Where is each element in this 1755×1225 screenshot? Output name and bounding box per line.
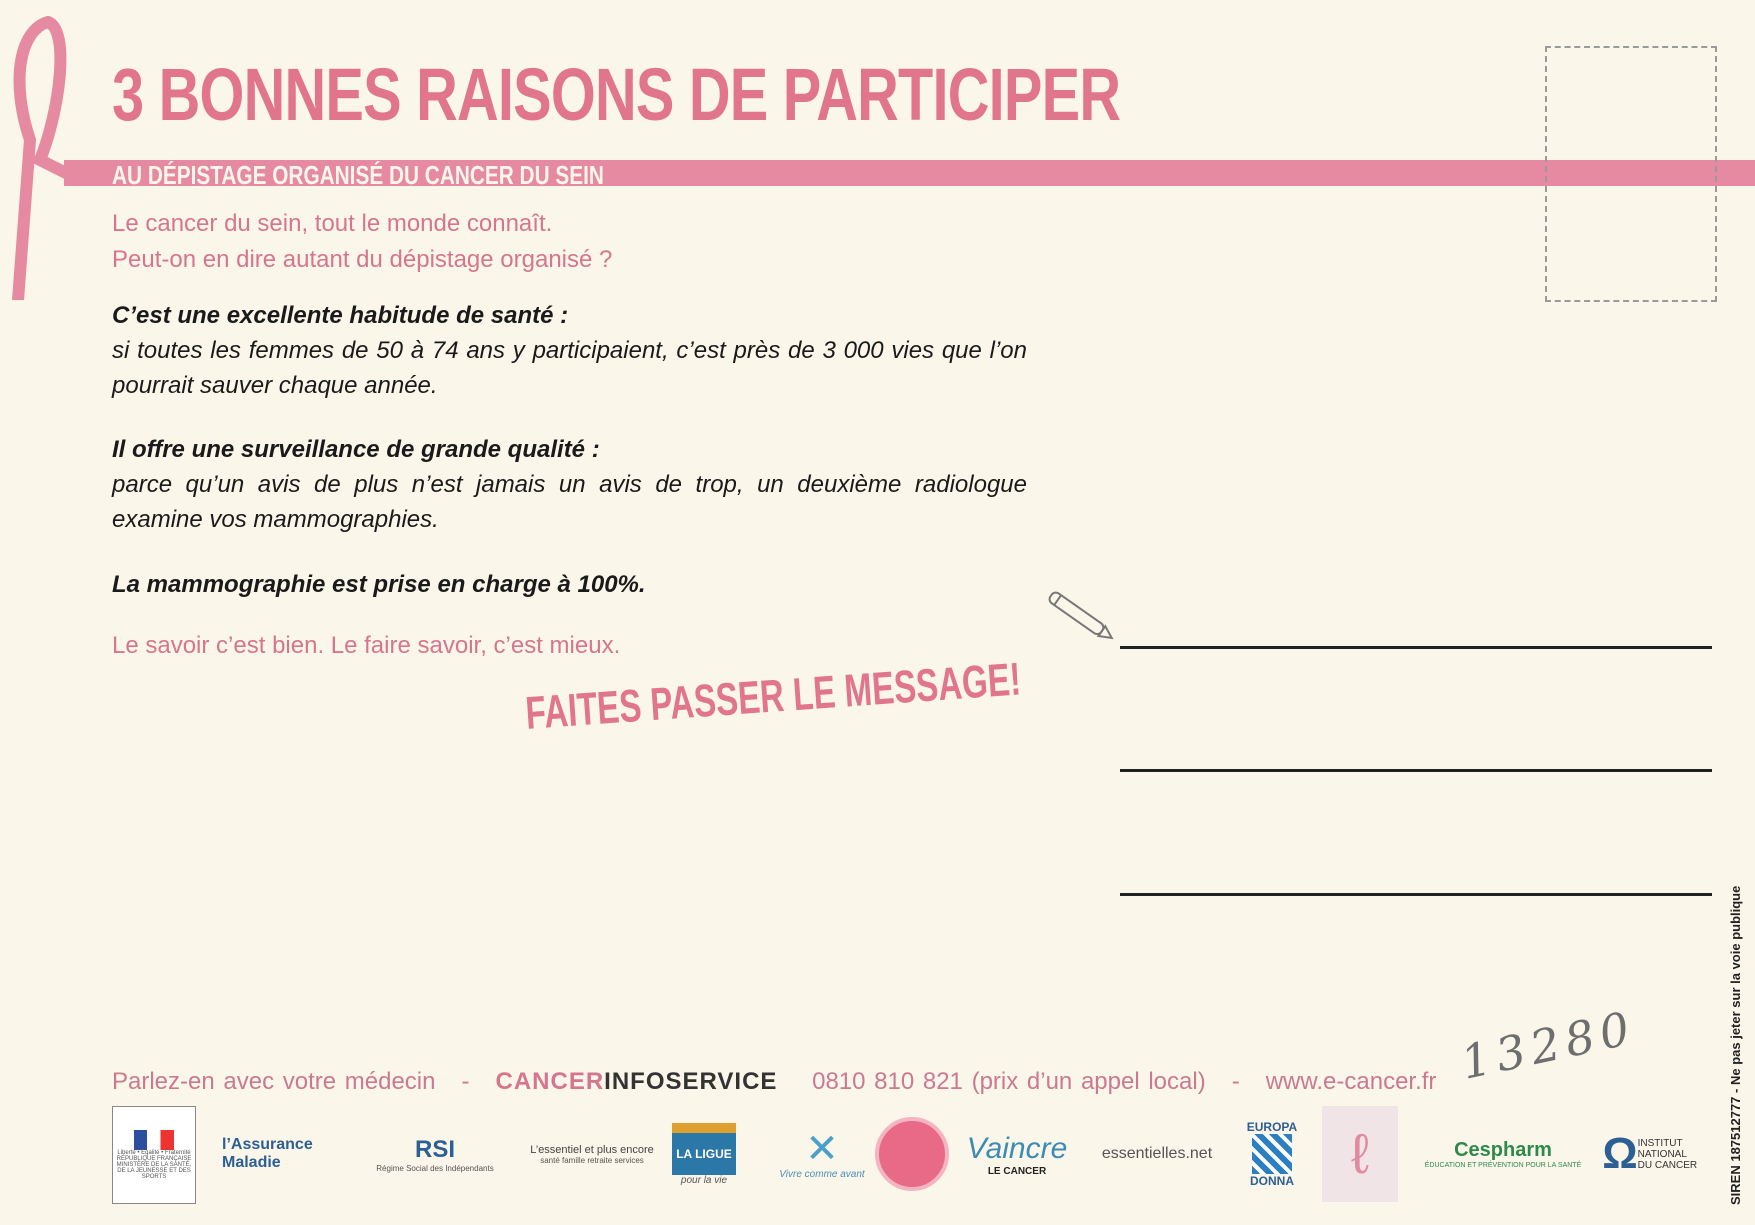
logo-name: essentielles.net — [1101, 1145, 1213, 1162]
logo-sub: LE CANCER — [987, 1165, 1047, 1177]
logo-name: LA LIGUE — [672, 1123, 736, 1175]
pink-ribbon-graphic — [0, 0, 120, 300]
footer-contact — [112, 1068, 1436, 1096]
logo-name: RSI — [414, 1135, 455, 1163]
siren-note: SIREN 187512777 - Ne pas jeter sur la voie publique — [1728, 885, 1743, 1205]
reason-2 — [112, 432, 1027, 537]
logo-sub: santé famille retraite services — [540, 1155, 644, 1165]
intro-line-1: Le cancer du sein, tout le monde connaît. — [112, 210, 553, 237]
phone-text: 0810 810 821 (prix d’un appel local) — [812, 1068, 1206, 1095]
address-line — [1120, 893, 1712, 896]
rsi-logo — [370, 1106, 500, 1202]
institut-national-du-cancer-logo — [1588, 1106, 1712, 1202]
inca-arc-icon: Ω — [1602, 1129, 1638, 1178]
intro-line-2: Peut-on en dire autant du dépistage organisé ? — [112, 246, 613, 273]
intro-text — [112, 206, 612, 278]
separator: - — [1231, 1068, 1240, 1095]
republique-francaise-logo — [112, 1106, 196, 1204]
address-line — [1120, 769, 1712, 772]
page-subtitle: AU DÉPISTAGE ORGANISÉ DU CANCER DU SEIN — [112, 160, 604, 190]
logo-name: INSTITUT NATIONAL DU CANCER — [1637, 1137, 1698, 1171]
assurance-maladie-logo — [222, 1106, 342, 1202]
ribbon-icon: ℓ — [1350, 1122, 1370, 1185]
address-line — [1120, 646, 1712, 649]
ministry-name: MINISTÈRE DE LA SANTÉ, DE LA JEUNESSE ET DES SPORTS — [116, 1162, 192, 1180]
page-title: 3 BONNES RAISONS DE PARTICIPER — [112, 53, 1121, 136]
stamp-box — [1545, 46, 1717, 302]
logo-name: Vivre comme avant — [779, 1168, 865, 1180]
reason-heading: La mammographie est prise en charge à 100%. — [112, 571, 646, 598]
x-ribbon-icon: ✕ — [805, 1126, 839, 1171]
reason-heading: C’est une excellente habitude de santé : — [112, 302, 569, 329]
essentielles-logo — [1092, 1106, 1222, 1202]
logo-name: Vaincre — [966, 1131, 1068, 1165]
figures-icon — [1252, 1134, 1292, 1174]
reason-heading: Il offre une surveillance de grande qualité : — [112, 436, 600, 463]
logo-sub: DONNA — [1250, 1174, 1294, 1188]
reason-1 — [112, 298, 1027, 403]
closing-text: Le savoir c’est bien. Le faire savoir, c’est mieux. — [112, 632, 621, 659]
service-part2: INFOSERVICE — [604, 1068, 778, 1095]
logo-name: Liberté • Égalité • Fraternité — [117, 1150, 191, 1156]
msa-logo — [522, 1106, 662, 1202]
logo-sub: RÉPUBLIQUE FRANÇAISE — [116, 1156, 192, 1162]
vaincre-logo — [962, 1106, 1072, 1202]
reason-3 — [112, 567, 1027, 602]
flag-icon — [134, 1130, 174, 1150]
website-link[interactable]: www.e-cancer.fr — [1265, 1068, 1437, 1095]
reason-body: si toutes les femmes de 50 à 74 ans y participaient, c’est près de 3 000 vies que l’on pourrait sauver chaque année. — [112, 337, 1027, 399]
logo-name: l’Assurance Maladie — [222, 1136, 313, 1171]
service-part1: CANCER — [495, 1068, 605, 1095]
pink-ribbon-association-logo — [1322, 1106, 1398, 1202]
logo-sub: Régime Social des Indépendants — [376, 1163, 494, 1173]
cespharm-logo — [1424, 1106, 1582, 1202]
europa-donna-logo — [1242, 1106, 1302, 1202]
slogan: FAITES PASSER LE MESSAGE! — [523, 652, 1023, 739]
logo-name: EUROPA — [1246, 1120, 1298, 1134]
logo-sub: pour la vie — [680, 1174, 728, 1186]
logo-sub: ÉDUCATION ET PRÉVENTION POUR LA SANTÉ — [1424, 1162, 1582, 1169]
partner-logos — [112, 1106, 1712, 1206]
la-ligue-logo — [672, 1106, 736, 1202]
pink-circle-icon — [875, 1117, 949, 1191]
circle-logo — [872, 1106, 952, 1202]
pen-icon — [1040, 582, 1120, 652]
logo-name: L’essentiel et plus encore — [530, 1143, 654, 1156]
reason-body: parce qu’un avis de plus n’est jamais un avis de trop, un deuxième radiologue examine vos mammographies. — [112, 471, 1027, 533]
cancer-info-service — [495, 1068, 777, 1095]
doctor-text: Parlez-en avec votre médecin — [112, 1068, 436, 1095]
logo-name: Cespharm — [1454, 1139, 1552, 1161]
separator: - — [461, 1068, 470, 1095]
handwritten-number: 13280 — [1456, 1000, 1641, 1090]
vivre-comme-avant-logo — [772, 1106, 872, 1202]
